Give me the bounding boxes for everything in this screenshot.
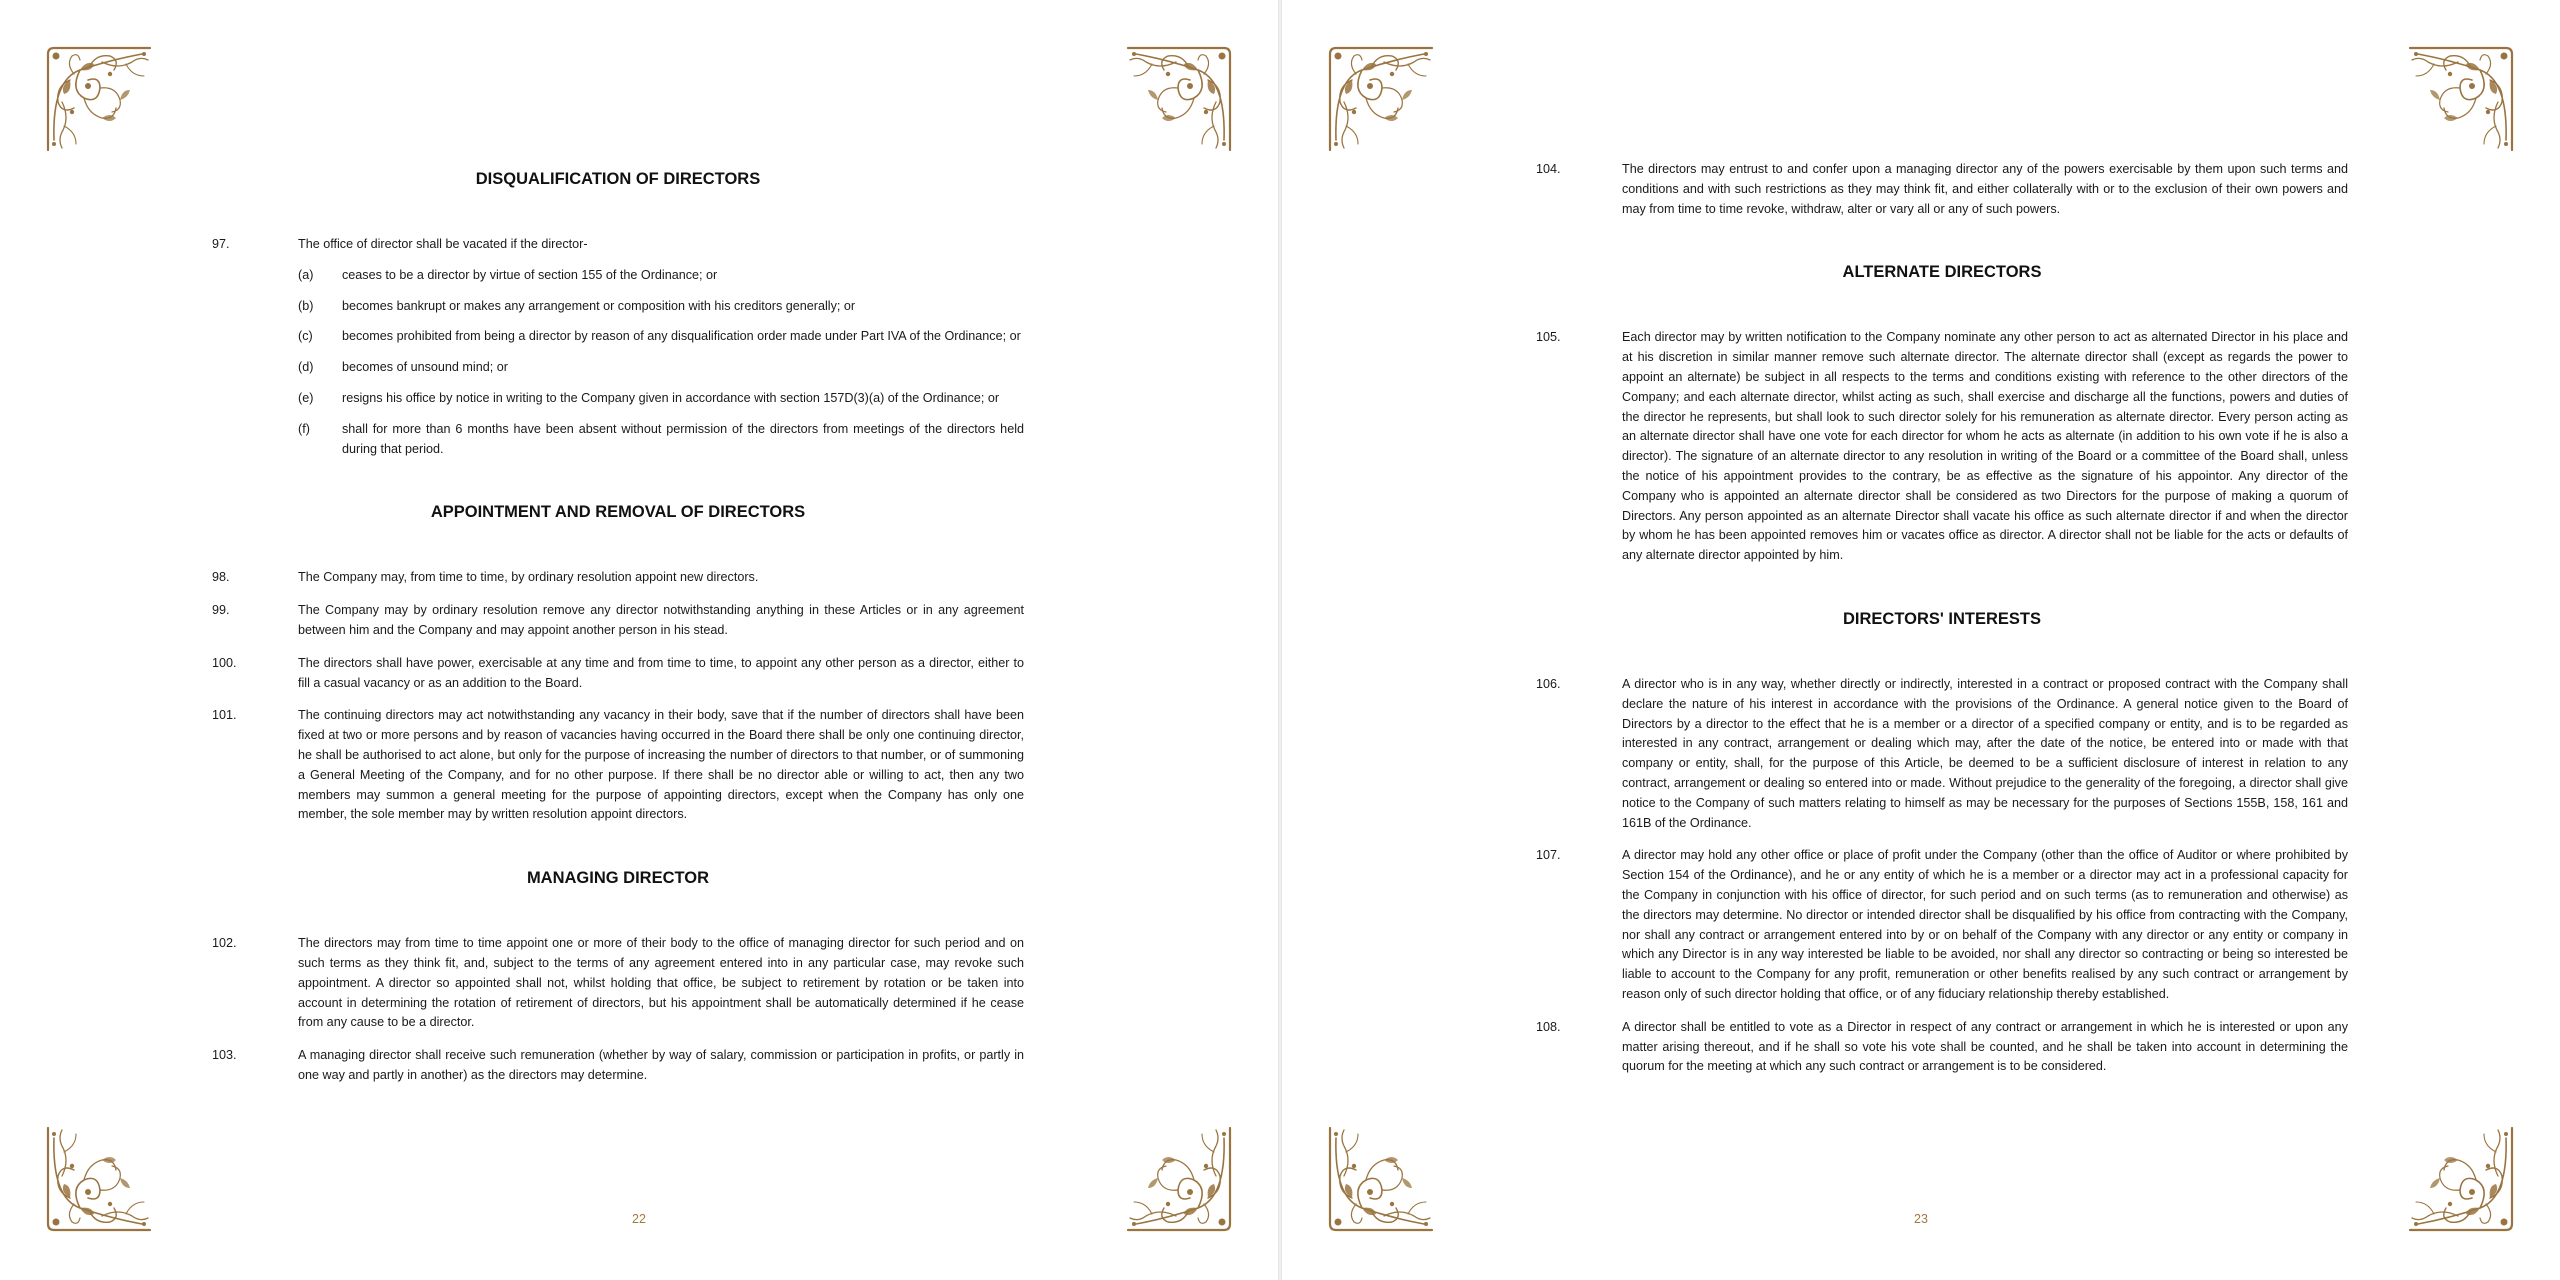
sub-clause-text: becomes bankrupt or makes any arrangement or composition with his creditors generally; or <box>342 298 856 313</box>
clause-number: 107. <box>1536 848 1561 863</box>
filigree-corner-icon <box>1322 40 1440 158</box>
clause-99 <box>212 601 1024 641</box>
clause-text: The directors may entrust to and confer upon a managing director any of the powers exercisable by them upon such terms and conditions and with such restrictions as they may think fit, and either collaterally with or to the exclusion of their own powers and may from time to time revoke, withdraw, alter or vary all or any of such powers. <box>1622 162 2348 216</box>
sub-clause-label: (b) <box>298 298 314 313</box>
section-heading: DIRECTORS' INTERESTS <box>1843 609 2041 628</box>
page-number: 23 <box>1914 1212 1928 1226</box>
clause-108 <box>1536 1018 2348 1077</box>
page-23 <box>1282 0 2560 1280</box>
sub-clause-text: resigns his office by notice in writing to the Company given in accordance with section 157D(3)(a) of the Ordinance; or <box>342 390 1000 405</box>
sub-clause-text: becomes prohibited from being a director by reason of any disqualification order made under Part IVA of the Ordinance; or <box>342 329 1021 344</box>
clause-106 <box>1536 675 2348 833</box>
clause-text: The continuing directors may act notwithstanding any vacancy in their body, save that if the number of directors shall have been fixed at two or more persons and by reason of vacancies having occurred in the Board there shall be only one continuing director, he shall be authorised to act alone, but only for the purpose of increasing the number of directors to that number, or of summoning a General Meeting of the Company, and for no other purpose. If there shall be no director able or willing to act, then any two members may summon a general meeting for the purpose of appointing directors, except when the Company has only one member, the sole member may by written resolution appoint directors. <box>298 708 1024 822</box>
clause-107 <box>1536 846 2348 1004</box>
clause-number: 99. <box>212 603 230 618</box>
clause-102 <box>212 934 1024 1033</box>
clause-text: A director who is in any way, whether directly or indirectly, interested in a contract or proposed contract with the Company shall declare the nature of his interest in accordance with the provisions of the Ordinance. A general notice given to the Board of Directors by a director to the effect that he is a member or a director of a specified company or entity, and is to be regarded as interested in any contract, arrangement or dealing which may, after the date of the notice, be entered into or made with that company or entity, shall, for the purpose of this Article, be deemed to be a sufficient disclosure of interest in relation to any contract, arrangement or dealing so entered into or made. Without prejudice to the generality of the foregoing, a director shall give notice to the Company of such matters relating to himself as may be necessary for the purposes of Sections 155B, 158, 161 and 161B of the Ordinance. <box>1622 676 2348 830</box>
sub-clause-label: (a) <box>298 267 314 282</box>
sub-clause-a <box>298 266 1024 286</box>
clause-number: 100. <box>212 655 237 670</box>
clause-100 <box>212 654 1024 694</box>
filigree-corner-icon <box>2402 40 2520 158</box>
clause-number: 101. <box>212 708 237 723</box>
clause-text: The directors shall have power, exercisable at any time and from time to time, to appoint any other person as a director, either to fill a casual vacancy or as an addition to the Board. <box>298 655 1024 690</box>
clause-101 <box>212 706 1024 825</box>
sub-clause-b <box>298 297 1024 317</box>
sub-clause-text: shall for more than 6 months have been absent without permission of the directors from meetings of the directors held during that period. <box>342 421 1024 456</box>
clause-text: The Company may by ordinary resolution remove any director notwithstanding anything in these Articles or in any agreement between him and the Company and may appoint another person in his stead. <box>298 603 1024 637</box>
clause-105 <box>1536 328 2348 566</box>
page-number: 22 <box>632 1212 646 1226</box>
section-heading: MANAGING DIRECTOR <box>526 869 710 888</box>
section-heading: ALTERNATE DIRECTORS <box>1842 263 2042 282</box>
sub-clause-f <box>298 420 1024 460</box>
clause-98 <box>212 568 1024 588</box>
clause-text: The Company may, from time to time, by ordinary resolution appoint new directors. <box>298 570 759 585</box>
filigree-corner-icon <box>40 40 158 158</box>
sub-clause-e <box>298 389 1024 409</box>
clause-103 <box>212 1046 1024 1086</box>
clause-number: 97. <box>212 237 230 251</box>
clause-number: 105. <box>1536 330 1561 345</box>
clause-97 <box>212 235 1024 255</box>
sub-clause-text: ceases to be a director by virtue of section 155 of the Ordinance; or <box>342 267 718 282</box>
clause-number: 104. <box>1536 162 1561 176</box>
section-heading: DISQUALIFICATION OF DIRECTORS <box>475 170 761 188</box>
sub-clause-label: (e) <box>298 390 314 405</box>
clause-number: 103. <box>212 1048 237 1063</box>
sub-clause-c <box>298 327 1024 347</box>
clause-text: A managing director shall receive such remuneration (whether by way of salary, commission or participation in profits, or partly in one way and partly in another) as the directors may determine. <box>298 1048 1024 1082</box>
sub-clause-label: (d) <box>298 360 314 375</box>
clause-number: 98. <box>212 570 230 585</box>
clause-text: Each director may by written notification to the Company nominate any other person to act as alternated Director in his place and at his discretion in similar manner remove such alternate director. The alternate director shall (except as regards the power to appoint an alternate) be subject in all respects to the terms and conditions existing with reference to the other directors of the Company; and each alternate director, whilst acting as such, shall exercise and discharge all the functions, powers and duties of the director he represents, but shall look to such director solely for his remuneration as alternate director. Every person acting as an alternate director shall have one vote for each director for whom he acts as alternate (in addition to his own vote if he is also a director). The signature of an alternate director to any resolution in writing of the Board or a committee of the Board shall, unless the notice of his appointment provides to the contrary, be as effective as the signature of his appointor. Any director of the Company who is appointed an alternate director shall be considered as two Directors for the purpose of making a quorum of Directors. Any person appointed as an alternate Director shall vacate his office as such alternate director if and when the director by whom he has been appointed removes him or vacates office as director. A director shall not be liable for the acts or defaults of any alternate director appointed by him. <box>1622 330 2348 563</box>
section-heading: APPOINTMENT AND REMOVAL OF DIRECTORS <box>430 503 806 522</box>
clause-text: A director shall be entitled to vote as a Director in respect of any contract or arrangement in which he is interested or upon any matter arising thereout, and if he shall so vote his vote shall be counted, and he shall be taken into account in determining the quorum for the meeting at which any such contract or arrangement is to be considered. <box>1622 1019 2348 1074</box>
filigree-corner-icon <box>1120 40 1238 158</box>
page-content <box>212 160 1024 1099</box>
sub-clause-label: (c) <box>298 329 313 344</box>
page-22 <box>0 0 1278 1280</box>
clause-104 <box>1536 160 2348 219</box>
clause-number: 108. <box>1536 1019 1561 1034</box>
clause-text: A director may hold any other office or place of profit under the Company (other than the office of Auditor or where prohibited by Section 154 of the Ordinance), and he or any entity of which he is a member or a director may act in a professional capacity for the Company in conjunction with his office of director, for such period and on such terms (as to remuneration and otherwise) as the directors may determine. No director or intended director shall be disqualified by his office from contracting with the Company, nor shall any contract or arrangement entered into by or on behalf of the Company with any director or any entity or company in which any Director is in any way interested be liable to be avoided, nor shall any director so contracting or being so interested be liable to account to the Company for any profit, remuneration or other benefits realised by any such contract or arrangement by reason only of such director holding that office, or of any fiduciary relationship thereby established. <box>1622 848 2348 1001</box>
sub-clause-text: becomes of unsound mind; or <box>342 360 508 375</box>
clause-text: The directors may from time to time appoint one or more of their body to the office of managing director for such period and on such terms as they think fit, and, subject to the terms of any agreement entered into in any particular case, may revoke such appointment. A director so appointed shall not, whilst holding that office, be subject to retirement by rotation or be taken into account in determining the rotation of retirement of directors, but his appointment shall be automatically determined if he cease from any cause to be a director. <box>298 936 1024 1030</box>
sub-clause-label: (f) <box>298 421 310 436</box>
sub-clause-d <box>298 358 1024 378</box>
clause-text: The office of director shall be vacated if the director- <box>298 237 588 251</box>
clause-number: 102. <box>212 936 237 951</box>
clause-number: 106. <box>1536 676 1561 691</box>
page-content <box>1536 160 2348 1090</box>
